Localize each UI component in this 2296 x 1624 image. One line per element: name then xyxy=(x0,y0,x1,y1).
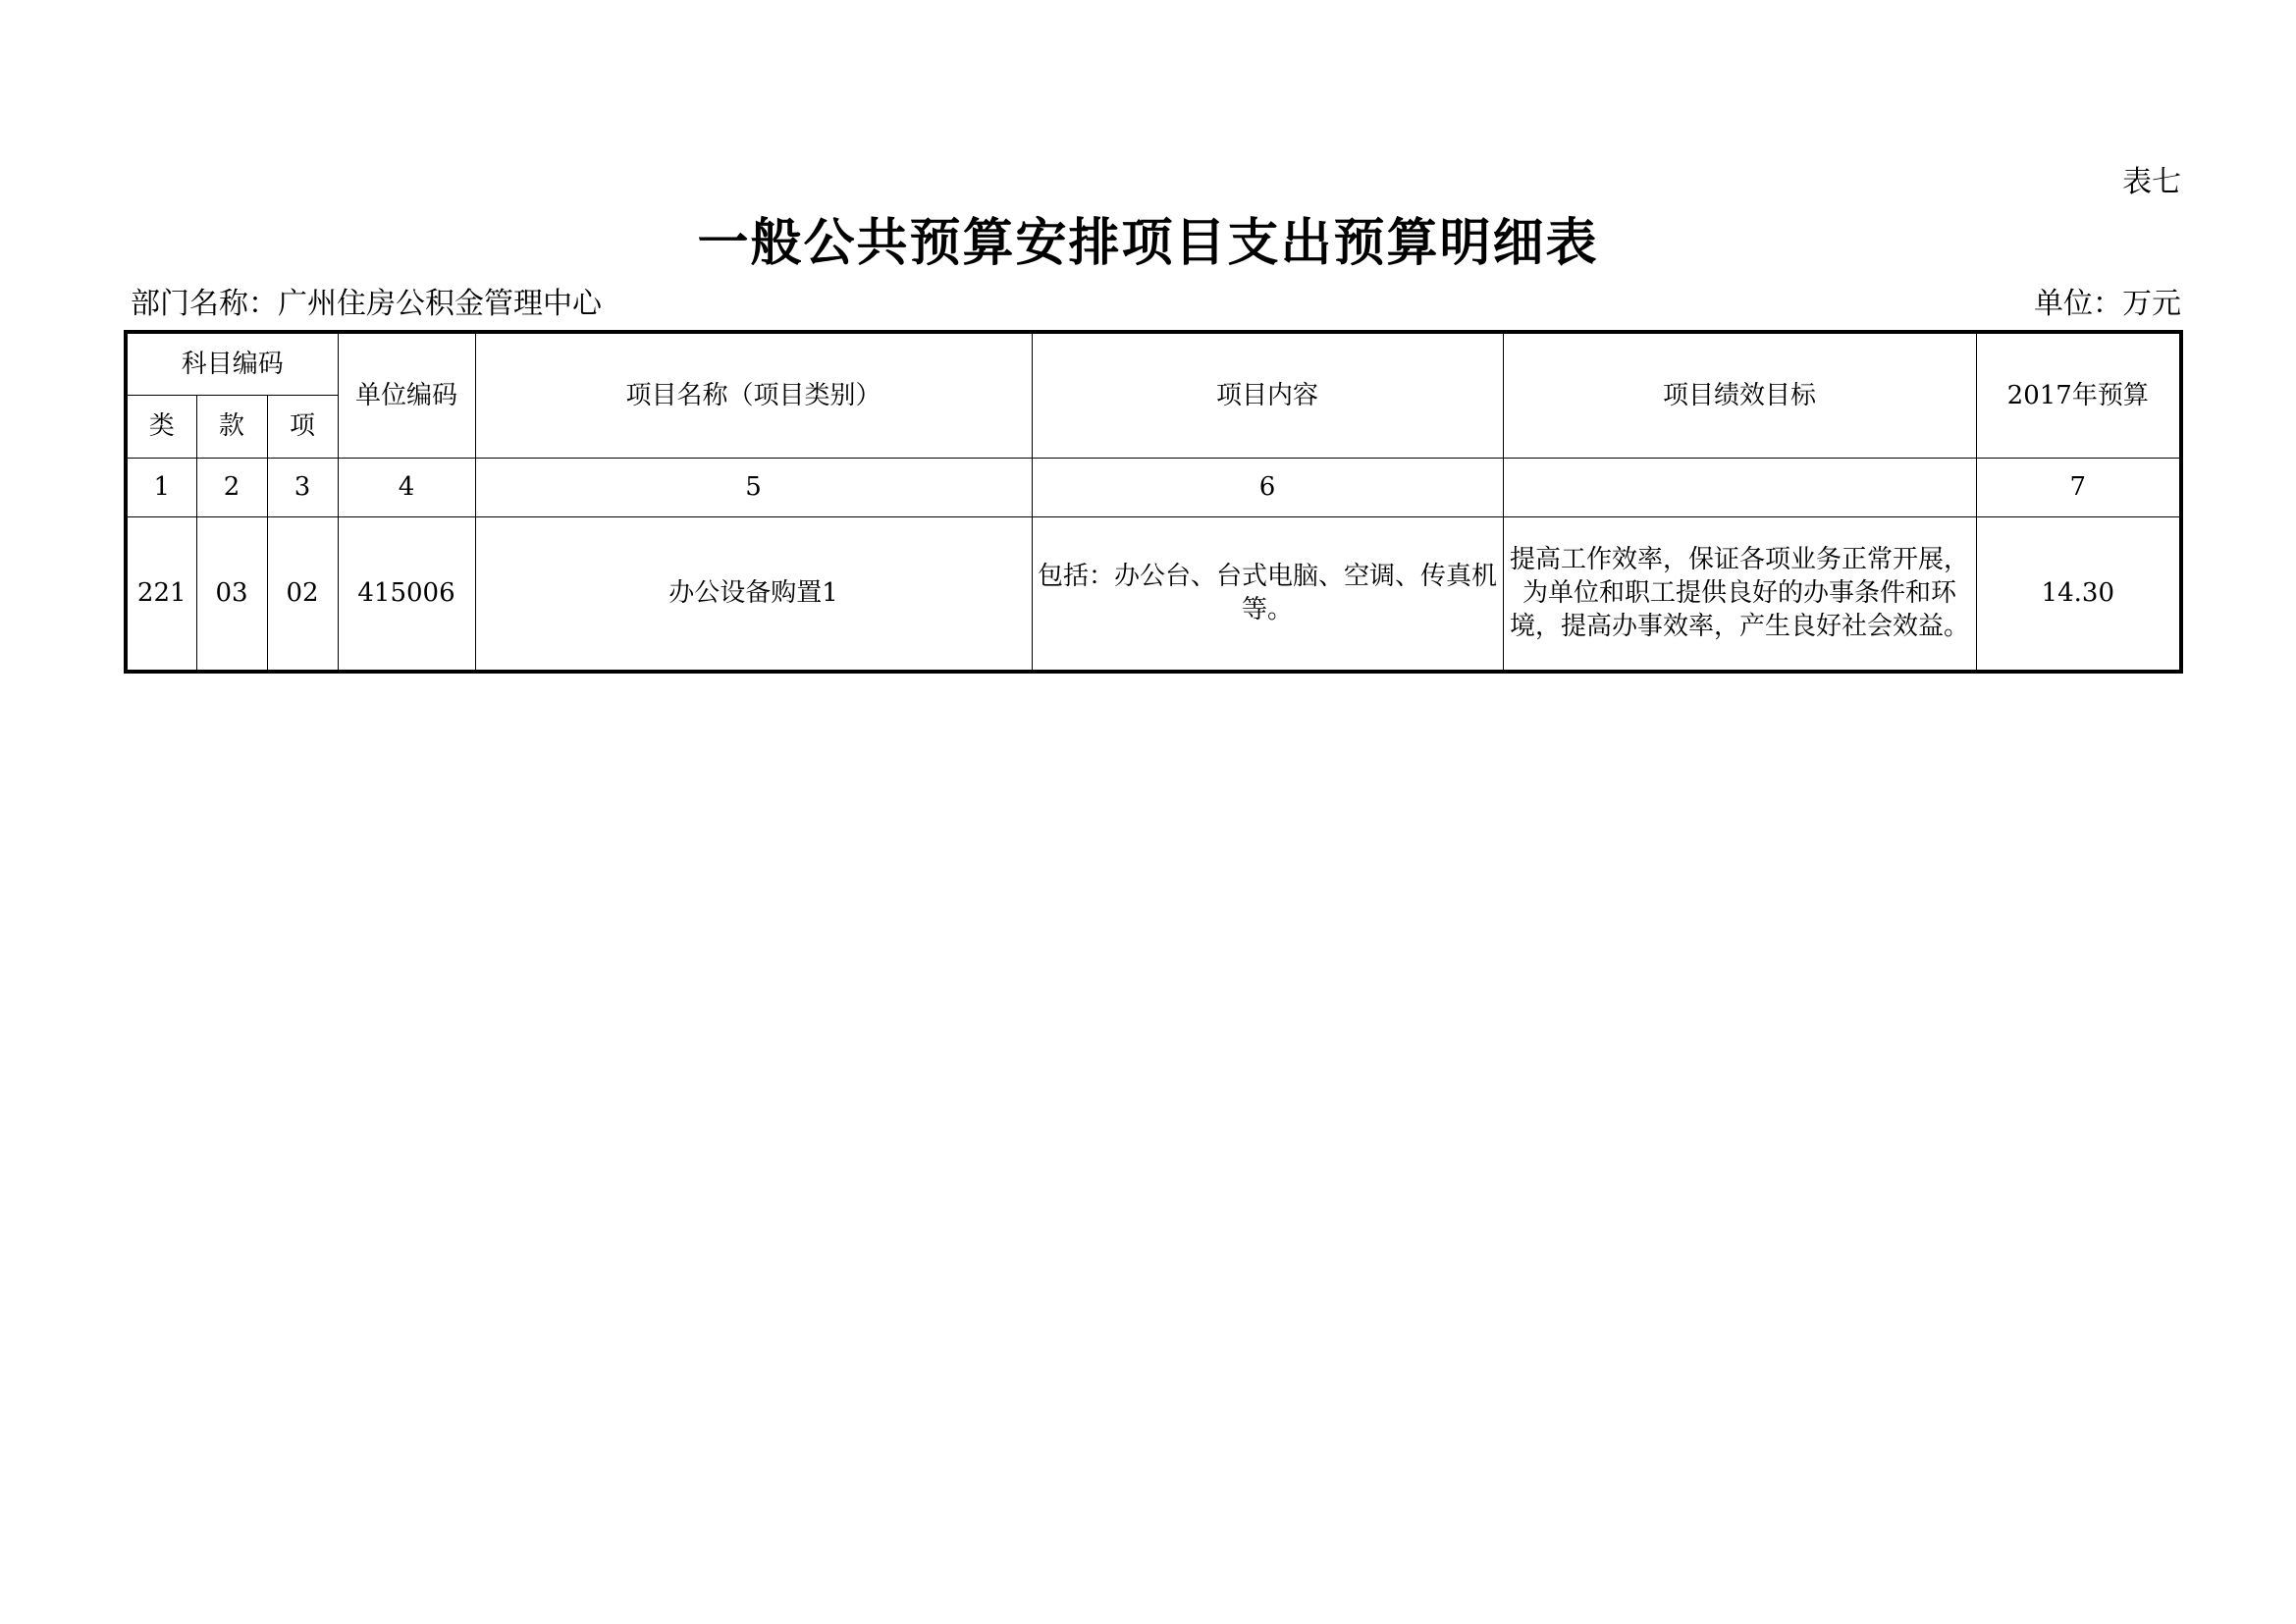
header-project-name: 项目名称（项目类别） xyxy=(475,332,1032,458)
budget-table xyxy=(124,330,2183,674)
header-performance-goal: 项目绩效目标 xyxy=(1503,332,1976,458)
header-class: 类 xyxy=(126,395,196,458)
cell-project-name: 办公设备购置1 xyxy=(475,516,1032,672)
header-section: 款 xyxy=(196,395,267,458)
page-title: 一般公共预算安排项目支出预算明细表 xyxy=(697,213,1599,273)
cell-class: 221 xyxy=(126,516,196,672)
table-number: 表七 xyxy=(2122,165,2181,199)
index-project-content: 6 xyxy=(1032,458,1503,516)
header-row-1 xyxy=(126,332,2181,395)
index-unit-code: 4 xyxy=(338,458,475,516)
index-performance-goal xyxy=(1503,458,1976,516)
header-unit-code: 单位编码 xyxy=(338,332,475,458)
cell-project-content: 包括：办公台、台式电脑、空调、传真机等。 xyxy=(1032,516,1503,672)
cell-budget-2017: 14.30 xyxy=(1976,516,2181,672)
department-name: 部门名称：广州住房公积金管理中心 xyxy=(131,287,602,321)
index-class: 1 xyxy=(126,458,196,516)
cell-performance-goal: 提高工作效率，保证各项业务正常开展，为单位和职工提供良好的办事条件和环境，提高办事效率，产生良好社会效益。 xyxy=(1503,516,1976,672)
index-section: 2 xyxy=(196,458,267,516)
header-budget-2017: 2017年预算 xyxy=(1976,332,2181,458)
cell-unit-code: 415006 xyxy=(338,516,475,672)
index-budget-2017: 7 xyxy=(1976,458,2181,516)
header-item: 项 xyxy=(267,395,338,458)
header-subject-code: 科目编码 xyxy=(126,332,338,395)
cell-section: 03 xyxy=(196,516,267,672)
index-project-name: 5 xyxy=(475,458,1032,516)
header-project-content: 项目内容 xyxy=(1032,332,1503,458)
unit-label: 单位：万元 xyxy=(2034,287,2181,321)
index-row xyxy=(126,458,2181,516)
table-row xyxy=(126,516,2181,672)
index-item: 3 xyxy=(267,458,338,516)
cell-item: 02 xyxy=(267,516,338,672)
